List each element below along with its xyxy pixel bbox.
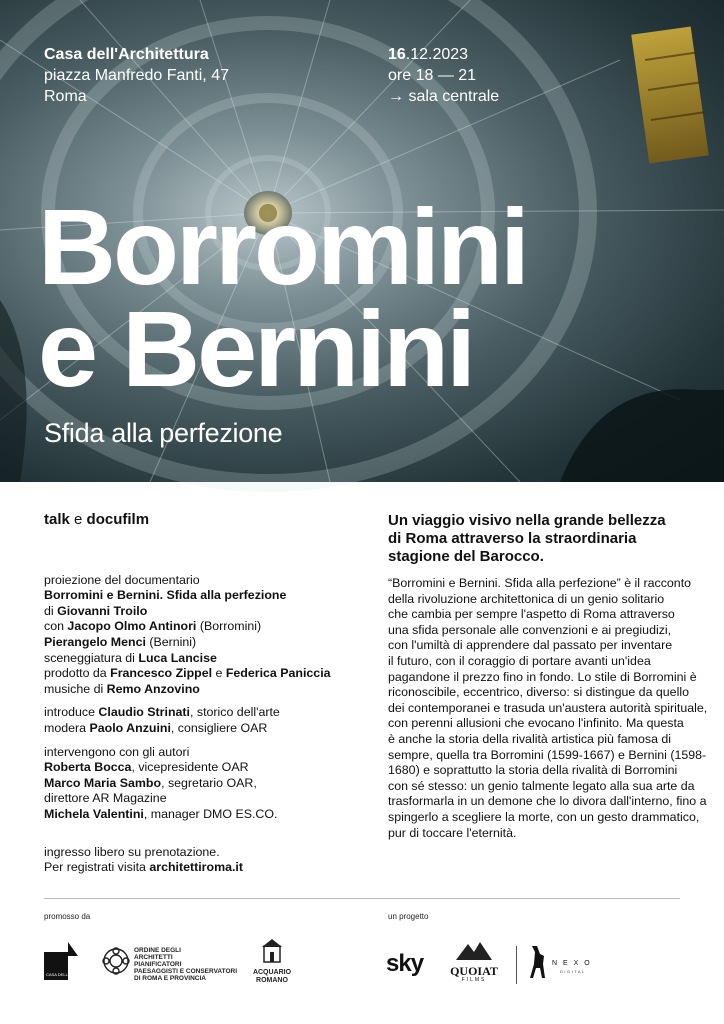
quoiat-sub: FILMS <box>461 977 487 983</box>
speaker-line <box>44 760 364 776</box>
description-body-line: sempre, quella tra Borromini (1599-1667) e Bernini (1598- <box>388 747 707 762</box>
role-text: , consigliere OAR <box>170 720 268 735</box>
name-text: Michela Valentini <box>44 806 144 821</box>
heading-talk: talk <box>44 511 70 528</box>
role-text: intervengono con gli autori <box>44 744 190 759</box>
role-text: di <box>44 603 58 618</box>
description-column <box>388 512 708 841</box>
casa-logo-mark <box>44 942 100 980</box>
description-body-line: una sfida personale alle convenzioni e ai pregiudizi, <box>388 622 672 637</box>
name-text: Remo Anzovino <box>106 681 200 696</box>
event-time: ore 18 — 21 <box>388 67 477 84</box>
moderator-line <box>44 721 364 737</box>
role-text: , vicepresidente OAR <box>131 760 249 775</box>
ordine-rosette-icon <box>102 946 130 976</box>
venue-address: piazza Manfredo Fanti, 47 <box>44 67 229 84</box>
description-body-line: con perenni allusioni che evocano l'infinito. Ma questa <box>388 716 684 731</box>
role-text: , segretario OAR, <box>161 775 257 790</box>
credit-line <box>44 619 364 635</box>
description-body-line: pur di toccare l'eternità. <box>388 825 517 840</box>
entry-line <box>44 860 364 876</box>
credit-line <box>44 635 364 651</box>
speaker-line <box>44 745 364 761</box>
title-line-1: Borromini <box>38 186 528 307</box>
acquario-text-line: ACQUARIO <box>252 969 292 976</box>
title-line-2: e Bernini <box>38 288 474 409</box>
logo-separator <box>516 946 517 984</box>
name-text: Federica Paniccia <box>225 666 331 681</box>
credit-line <box>44 604 364 620</box>
program-heading <box>44 512 364 528</box>
nexo-llama-icon <box>526 944 548 980</box>
role-text: prodotto da <box>44 666 111 681</box>
acquario-text-line: ROMANO <box>256 977 288 984</box>
event-datetime <box>388 44 499 107</box>
sky-logo: sky <box>386 950 424 977</box>
credit-line <box>44 573 364 589</box>
name-text: Marco Maria Sambo <box>44 775 162 790</box>
footer-divider <box>44 898 680 899</box>
moderator-line <box>44 705 364 721</box>
name-text: Luca Lancise <box>138 650 217 665</box>
ordine-text-line: PIANIFICATORI <box>134 961 182 968</box>
poster-title <box>38 186 528 409</box>
description-body-line: spingerlo a scegliere la morte, con un gesto drammatico, <box>388 809 700 824</box>
svg-text:CASA DELL'ARCHITETTURA: CASA DELL'ARCHITETTURA <box>46 972 100 977</box>
speaker-line <box>44 791 364 807</box>
description-heading-line: stagione del Barocco. <box>388 548 544 565</box>
credits-block <box>44 573 364 698</box>
name-text: Roberta Bocca <box>44 760 132 775</box>
description-body-line: 1680) e soprattutto la storia della rivalità di Borromini <box>388 763 678 778</box>
role-text: introduce <box>44 705 99 720</box>
quoiat-films-logo <box>445 940 503 983</box>
hero-image <box>0 0 724 482</box>
heading-and: e <box>69 511 87 528</box>
role-text: musiche di <box>44 681 107 696</box>
description-body-line: “Borromini e Bernini. Sfida alla perfezione” è il racconto <box>388 576 692 590</box>
event-room: → sala centrale <box>388 88 500 105</box>
role-text: sceneggiatura di <box>44 650 139 665</box>
poster-subtitle: Sfida alla perfezione <box>44 418 283 448</box>
credit-line <box>44 588 364 604</box>
description-body-line: riconoscibile, eccentrico, diverso: si distingue da quello <box>388 685 689 700</box>
name-text: Francesco Zippel <box>110 666 213 681</box>
description-body <box>388 576 708 841</box>
credit-line <box>44 651 364 667</box>
description-heading-line: Un viaggio visivo nella grande bellezza <box>388 512 666 529</box>
description-body-line: con l'umiltà di apprendere dal passato per inventare <box>388 638 673 653</box>
quoiat-text: QUOIAT <box>450 964 498 978</box>
nexo-sub: DIGITAL <box>560 969 586 974</box>
role-text: proiezione del documentario <box>44 572 200 587</box>
program-column <box>44 512 364 876</box>
heading-docufilm: docufilm <box>86 511 150 528</box>
name-text: Borromini e Bernini. Sfida alla perfezione <box>44 588 287 603</box>
speakers-block <box>44 745 364 823</box>
credit-line <box>44 682 364 698</box>
name-text: Claudio Strinati <box>98 705 190 720</box>
name-text: Jacopo Olmo Antinori <box>67 619 197 634</box>
description-body-line: pagandone il prezzo fino in fondo. Lo stile di Borromini è <box>388 669 697 684</box>
venue-city: Roma <box>44 88 87 105</box>
entry-line <box>44 845 364 861</box>
name-text: Pierangelo Menci <box>44 634 146 649</box>
role-text: modera <box>44 720 90 735</box>
description-body-line: dei contemporanei e trasuda un'austera autorità spirituale, <box>388 700 708 715</box>
acquario-romano-logo <box>248 938 296 985</box>
moderators-block <box>44 705 364 736</box>
nexo-text: N E X O <box>552 960 592 967</box>
speaker-line <box>44 807 364 823</box>
role-text: Per registrati visita <box>44 860 150 875</box>
role-text: (Borromini) <box>196 619 262 634</box>
date-rest: .12.2023 <box>405 46 469 63</box>
acquario-building-icon <box>261 938 283 964</box>
ordine-text-line: DI ROMA E PROVINCIA <box>134 975 206 982</box>
description-heading-line: di Roma attraverso la straordinaria <box>388 530 637 547</box>
entry-info-block <box>44 845 364 876</box>
role-text: ingresso libero su prenotazione. <box>44 844 220 859</box>
promoted-by-label: promosso da <box>44 912 91 921</box>
description-body-line: trasformarla in un demone che lo divora dall'interno, fino a <box>388 794 707 809</box>
date-day: 16 <box>388 46 406 63</box>
speaker-line <box>44 776 364 792</box>
venue-name: Casa dell'Architettura <box>44 46 209 63</box>
role-text: direttore AR Magazine <box>44 791 167 806</box>
role-text: e <box>212 666 226 681</box>
credit-line <box>44 666 364 682</box>
ordine-text-line: ORDINE DEGLI <box>134 947 181 954</box>
casa-architettura-logo <box>44 942 100 985</box>
role-text: con <box>44 619 68 634</box>
description-body-line: della rivoluzione architettonica di un genio solitario <box>388 591 665 606</box>
role-text: , manager DMO ES.CO. <box>143 806 278 821</box>
description-body-line: è anche la storia della rivalità artistica più famosa di <box>388 731 672 746</box>
description-body-line: con sé stesso: un genio talmente legato alla sua arte da <box>388 778 695 793</box>
ordine-text-line: PAESAGGISTI E CONSERVATORI <box>134 968 238 975</box>
ordine-text-line: ARCHITETTI <box>134 954 173 961</box>
description-body-line: che cambia per sempre l'aspetto di Roma attraverso <box>388 607 675 622</box>
name-text: Giovanni Troilo <box>57 603 148 618</box>
role-text: , storico dell'arte <box>189 705 280 720</box>
project-label: un progetto <box>388 912 429 921</box>
role-text: (Bernini) <box>145 634 197 649</box>
name-text: architettiroma.it <box>149 860 243 875</box>
description-heading <box>388 512 708 566</box>
quoiat-mountain-icon <box>454 940 494 960</box>
event-location <box>44 44 229 107</box>
description-body-line: il futuro, con il coraggio di portare avanti un'idea <box>388 653 651 668</box>
name-text: Paolo Anzuini <box>89 720 171 735</box>
